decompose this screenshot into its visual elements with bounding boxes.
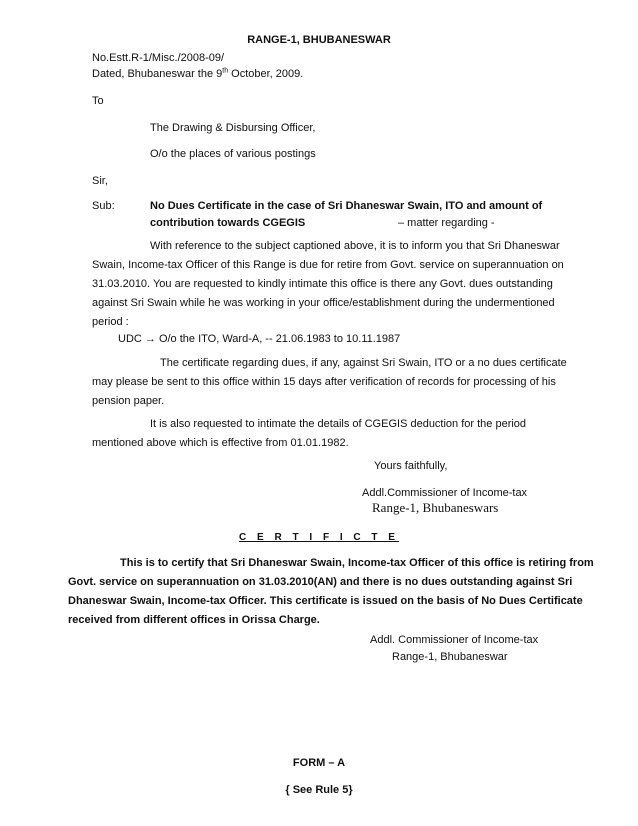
para3-line: It is also requested to intimate the details of CGEGIS deduction for the period <box>150 418 527 430</box>
to-label: To <box>92 95 104 107</box>
certificate-line: received from different offices in Orissa Charge. <box>68 614 320 626</box>
date-sup: th <box>222 67 229 75</box>
date-suffix: October, 2009. <box>228 68 304 80</box>
para2-line: pension paper. <box>92 395 165 407</box>
reference-number: No.Estt.R-1/Misc./2008-09/ <box>92 52 225 64</box>
para1-line: Swain, Income-tax Officer of this Range is due for retire from Govt. service on superannuation on <box>92 259 564 271</box>
signatory-range: Range-1, Bhubaneswars <box>372 500 499 515</box>
paragraph-certificate-request <box>92 357 567 414</box>
subject-regarding: – matter regarding - <box>398 217 495 229</box>
certificate-line: This is to certify that Sri Dhaneswar Swain, Income-tax Officer of this office is retiring from <box>120 557 594 569</box>
letter-header: RANGE-1, BHUBANESWAR <box>247 34 391 46</box>
para1-line: against Sri Swain while he was working in your office/establishment during the undermentioned <box>92 297 555 309</box>
certificate-signatory-range: Range-1, Bhubaneswar <box>392 651 508 663</box>
date-prefix: Dated, Bhubaneswar the 9 <box>92 68 223 80</box>
para3-line: mentioned above which is effective from 01.01.1982. <box>92 437 349 449</box>
udc-line: UDC → O/o the ITO, Ward-A, -- 21.06.1983 to 10.11.1987 <box>118 333 401 345</box>
para1-line: 31.03.2010. You are requested to kindly intimate this office is there any Govt. dues outstanding <box>92 278 553 290</box>
certificate-heading: C E R T I F I C T E <box>239 532 399 543</box>
paragraph-reference <box>92 240 564 335</box>
certificate-line: Govt. service on superannuation on 31.03.2010(AN) and there is no dues outstanding against Sri <box>68 576 573 588</box>
form-title: FORM – A <box>292 757 346 769</box>
certificate-signatory-designation: Addl. Commissioner of Income-tax <box>370 634 539 646</box>
letter-date <box>92 68 303 80</box>
subject-label: Sub: <box>92 200 115 212</box>
para1-line: With reference to the subject captioned above, it is to inform you that Sri Dhaneswar <box>150 240 560 252</box>
signatory-designation: Addl.Commissioner of Income-tax <box>362 487 528 499</box>
subject-line-1: No Dues Certificate in the case of Sri Dhaneswar Swain, ITO and amount of <box>150 200 543 212</box>
para2-line: may please be sent to this office within 15 days after verification of records for processing of his <box>92 376 556 388</box>
form-rule: { See Rule 5} <box>285 784 353 796</box>
closing: Yours faithfully, <box>374 460 448 472</box>
certificate-line: Dhaneswar Swain, Income-tax Officer. This certificate is issued on the basis of No Dues Certificate <box>68 595 583 607</box>
addressee-line-2: O/o the places of various postings <box>150 148 316 160</box>
addressee-line-1: The Drawing & Disbursing Officer, <box>150 122 316 134</box>
subject-line-2: contribution towards CGEGIS <box>150 217 306 229</box>
salutation: Sir, <box>92 175 108 187</box>
paragraph-cgegis-request <box>92 418 564 456</box>
para2-line: The certificate regarding dues, if any, against Sri Swain, ITO or a no dues certificate <box>160 357 567 369</box>
certificate-body <box>68 557 594 633</box>
para1-line: period : <box>92 316 129 328</box>
